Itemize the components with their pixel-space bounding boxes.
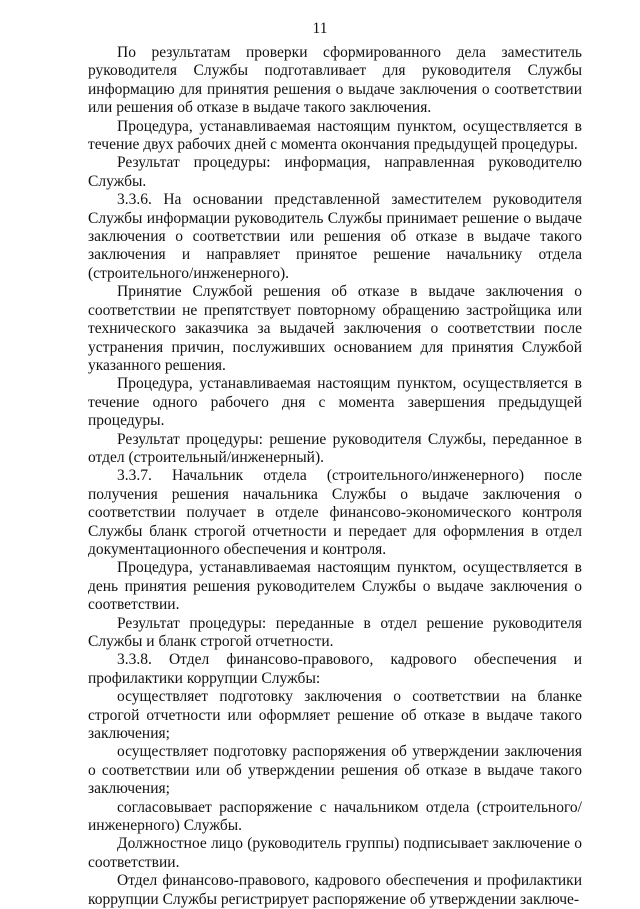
paragraph-1: По результатам проверки сформированного дела заместитель руководителя Службы подготавливает для руководителя Службы информацию для принятия решения о выдаче заключения о соответствии или решения об отказе в выдаче такого заключения.: [88, 44, 582, 117]
page-number: 11: [312, 20, 328, 37]
paragraph-4: 3.3.6. На основании представленной заместителем руководителя Службы информации руководитель Службы принимает решение о выдаче заключения о соответствии или решения об отказе в выдаче такого заключения и направляет принятое решение начальнику отдела (строительного/инженерного).: [88, 191, 582, 282]
paragraph-7: Результат процедуры: решение руководителя Службы, переданное в отдел (строительный/инженерный).: [88, 430, 582, 466]
paragraph-5: Принятие Службой решения об отказе в выдаче заключения о соответствии не препятствует повторному обращению застройщика или технического заказчика за выдачей заключения о соответствии после устранения причин, послуживших основанием для принятия Службой указанного решения.: [88, 283, 582, 374]
paragraph-15: Должностное лицо (руководитель группы) подписывает заключение о соответствии.: [88, 835, 582, 871]
paragraph-8: 3.3.7. Начальник отдела (строительного/инженерного) после получения решения начальника Службы о выдаче заключения о соответствии получает в отделе финансово-экономического контроля Службы бланк строгой отчетности и передает для оформления в отдел документационного обеспечения и контроля.: [88, 467, 582, 558]
paragraph-12: осуществляет подготовку заключения о соответствии на бланке строгой отчетности или оформляет решение об отказе в выдаче такого заключения;: [88, 688, 582, 743]
paragraph-14: согласовывает распоряжение с начальником отдела (строительного/инженерного) Службы.: [88, 798, 582, 835]
paragraph-9: Процедура, устанавливаемая настоящим пунктом, осуществляется в день принятия решения руководителем Службы о выдаче заключения о соответствии.: [88, 559, 582, 614]
paragraph-11: 3.3.8. Отдел финансово-правового, кадрового обеспечения и профилактики коррупции Службы:: [88, 651, 582, 687]
paragraph-13: осуществляет подготовку распоряжения об утверждении заключения о соответствии или об утверждении решения об отказе в выдаче такого заключения;: [88, 743, 582, 798]
paragraph-10: Результат процедуры: переданные в отдел решение руководителя Службы и бланк строгой отчетности.: [88, 614, 582, 650]
paragraph-2: Процедура, устанавливаемая настоящим пунктом, осуществляется в течение двух рабочих дней с момента окончания предыдущей процедуры.: [88, 117, 582, 154]
document-body: [88, 44, 582, 909]
paragraph-16: Отдел финансово-правового, кадрового обеспечения и профилактики коррупции Службы регистрирует распоряжение об утверждении заключе-: [88, 872, 582, 908]
paragraph-6: Процедура, устанавливаемая настоящим пунктом, осуществляется в течение одного рабочего дня с момента завершения предыдущей процедуры.: [88, 375, 582, 430]
paragraph-3: Результат процедуры: информация, направленная руководителю Службы.: [88, 154, 582, 190]
